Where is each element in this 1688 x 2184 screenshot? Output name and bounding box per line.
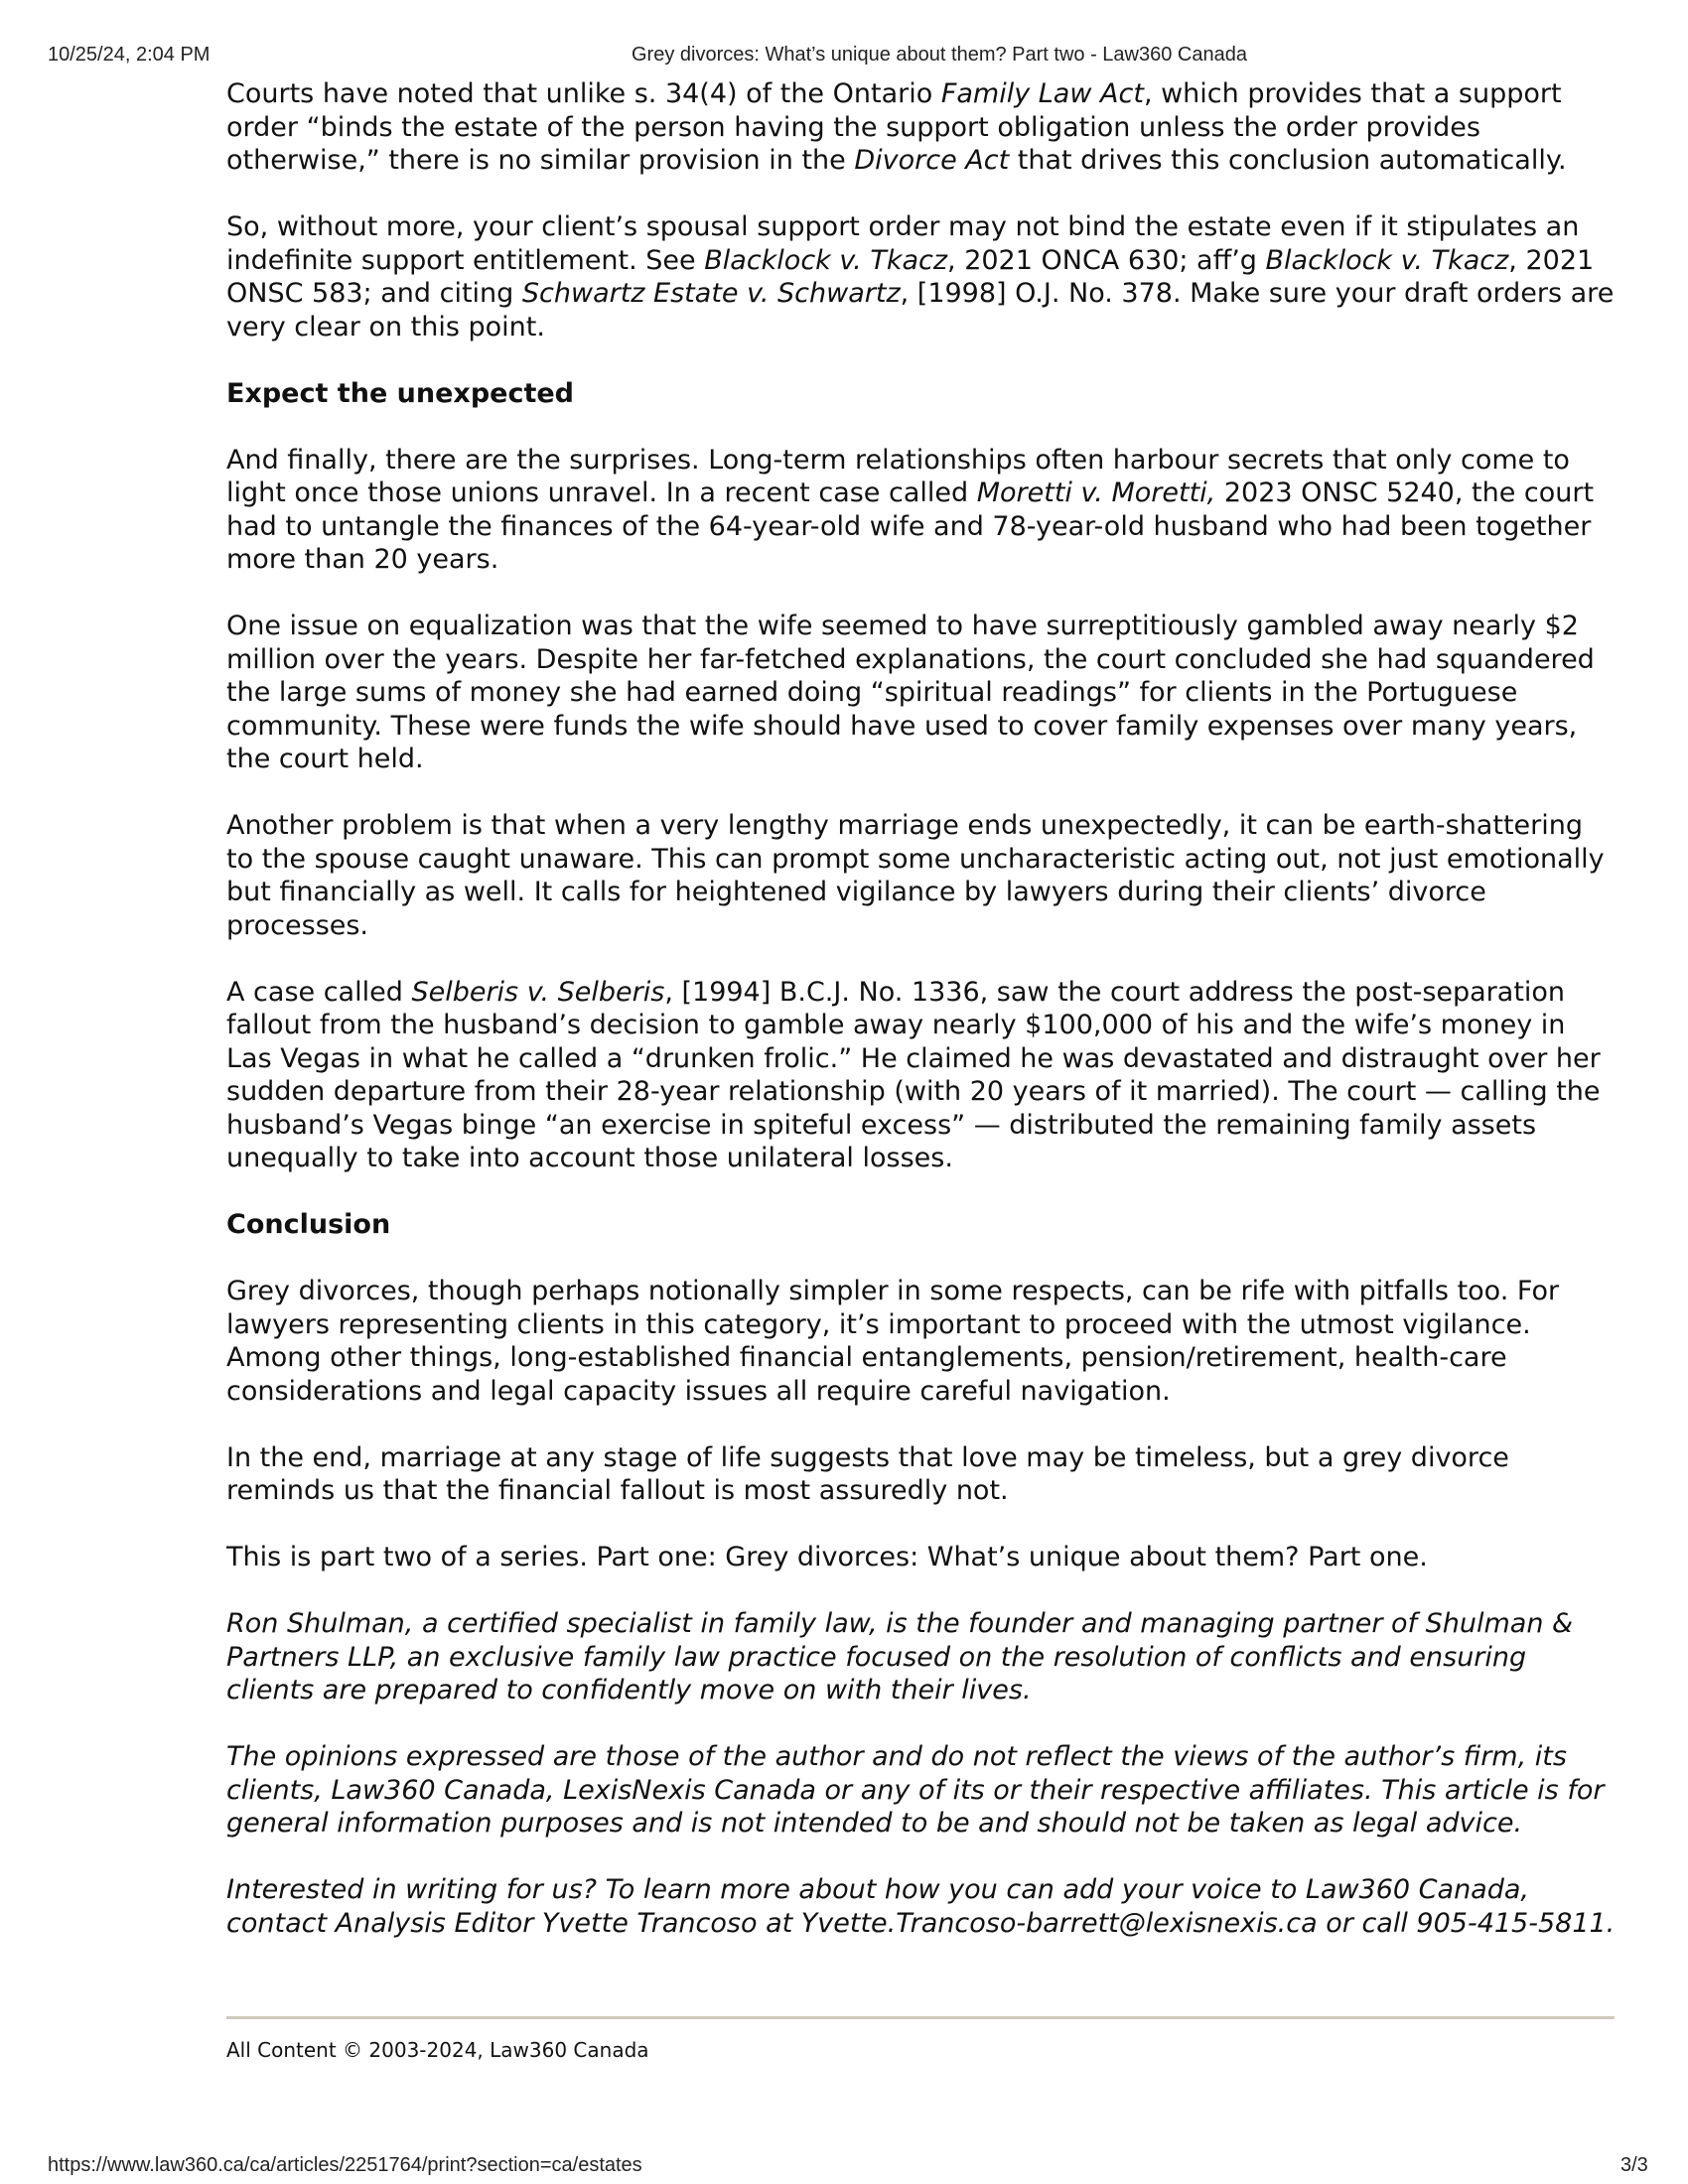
print-header-title: Grey divorces: What’s unique about them? Part two - Law360 Canada bbox=[632, 44, 1247, 66]
writing-call-to-action: Interested in writing for us? To learn more about how you can add your voice to Law360 Canada, contact Analysis Editor Yvette Trancoso at Yvette.Trancoso-barrett@lexisnexis.ca or call 905-415-5811. bbox=[226, 1874, 1616, 1939]
case-citation: Selberis v. Selberis bbox=[411, 976, 665, 1008]
paragraph-divorce-act: Courts have noted that unlike s. 34(4) of the Ontario Family Law Act, which provides that a support order “binds the estate of the person having the support obligation unless the order provides otherwise,” there is no similar provision in the Divorce Act that drives this conclusion automatically. bbox=[226, 78, 1567, 176]
print-header-datetime: 10/25/24, 2:04 PM bbox=[48, 44, 211, 66]
case-citation: Schwartz Estate v. Schwartz bbox=[521, 278, 901, 309]
case-citation: Blacklock v. Tkacz bbox=[1265, 244, 1509, 276]
paragraph-closing: In the end, marriage at any stage of life suggests that love may be timeless, but a grey divorce reminds us that the financial fallout is most assuredly not. bbox=[226, 1441, 1509, 1506]
statute-family-law-act: Family Law Act bbox=[940, 78, 1144, 109]
print-footer-page: 3/3 bbox=[1620, 2154, 1648, 2176]
paragraph-selberis-case: A case called Selberis v. Selberis, [1994] B.C.J. No. 1336, saw the court address the post-separation fallout from the husband’s decision to gamble away nearly $100,000 of his and the wife’s money in Las Vegas in what he called a “drunken frolic.” He claimed he was devastated and distraught over her sudden departure from their 28-year relationship (with 20 years of it married). The court — calling the husband’s Vegas binge “an exercise in spiteful excess” — distributed the remaining family assets unequally to take into account those unilateral losses. bbox=[226, 976, 1601, 1173]
section-heading-expect-unexpected: Expect the unexpected bbox=[226, 377, 575, 409]
print-footer-url: https://www.law360.ca/ca/articles/2251764/print?section=ca/estates bbox=[48, 2154, 642, 2176]
disclaimer: The opinions expressed are those of the author and do not reflect the views of the author’s firm, its clients, Law360 Canada, LexisNexis Canada or any of its or their respective affiliates. This article is for general information purposes and is not intended to be and should not be taken as legal advice. bbox=[226, 1741, 1605, 1839]
paragraph-series-note: This is part two of a series. Part one: Grey divorces: What’s unique about them? Part one. bbox=[226, 1542, 1428, 1572]
paragraph-estate-binding: So, without more, your client’s spousal support order may not bind the estate even if it stipulates an indefinite support entitlement. See Blacklock v. Tkacz, 2021 ONCA 630; aff’g Blacklock v. Tkacz, 2021 ONSC 583; and citing Schwartz Estate v. Schwartz, [1998] O.J. No. 378. Make sure your draft orders are very clear on this point. bbox=[226, 211, 1615, 342]
paragraph-surprises: And finally, there are the surprises. Long-term relationships often harbour secrets that only come to light once those unions unravel. In a recent case called Moretti v. Moretti, 2023 ONSC 5240, the court had to untangle the finances of the 64-year-old wife and 78-year-old husband who had been together more than 20 years. bbox=[226, 444, 1595, 575]
author-bio: Ron Shulman, a certified specialist in family law, is the founder and managing partner of Shulman & Partners LLP, an exclusive family law practice focused on the resolution of conflicts and ensuring clients are prepared to confidently move on with their lives. bbox=[226, 1608, 1574, 1706]
article-body bbox=[226, 77, 1617, 1974]
copyright-notice: All Content © 2003-2024, Law360 Canada bbox=[226, 2038, 649, 2062]
section-heading-conclusion: Conclusion bbox=[226, 1209, 391, 1240]
case-citation: Moretti v. Moretti, bbox=[976, 478, 1216, 508]
case-citation: Blacklock v. Tkacz bbox=[704, 244, 948, 276]
paragraph-conclusion: Grey divorces, though perhaps notionally simpler in some respects, can be rife with pitfalls too. For lawyers representing clients in this category, it’s important to proceed with the utmost vigilance. Among other things, long-established financial entanglements, pension/retirement, health-care considerations and legal capacity issues all require careful navigation. bbox=[226, 1276, 1560, 1407]
paragraph-lengthy-marriage: Another problem is that when a very lengthy marriage ends unexpectedly, it can be earth-shattering to the spouse caught unaware. This can prompt some uncharacteristic acting out, not just emotionally but financially as well. It calls for heightened vigilance by lawyers during their clients’ divorce processes. bbox=[226, 810, 1605, 941]
paragraph-equalization: One issue on equalization was that the wife seemed to have surreptitiously gambled away nearly $2 million over the years. Despite her far-fetched explanations, the court concluded she had squandered the large sums of money she had earned doing “spiritual readings” for clients in the Portuguese community. These were funds the wife should have used to cover family expenses over many years, the court held. bbox=[226, 611, 1595, 774]
footer-divider bbox=[226, 2016, 1615, 2019]
statute-divorce-act: Divorce Act bbox=[854, 145, 1010, 176]
